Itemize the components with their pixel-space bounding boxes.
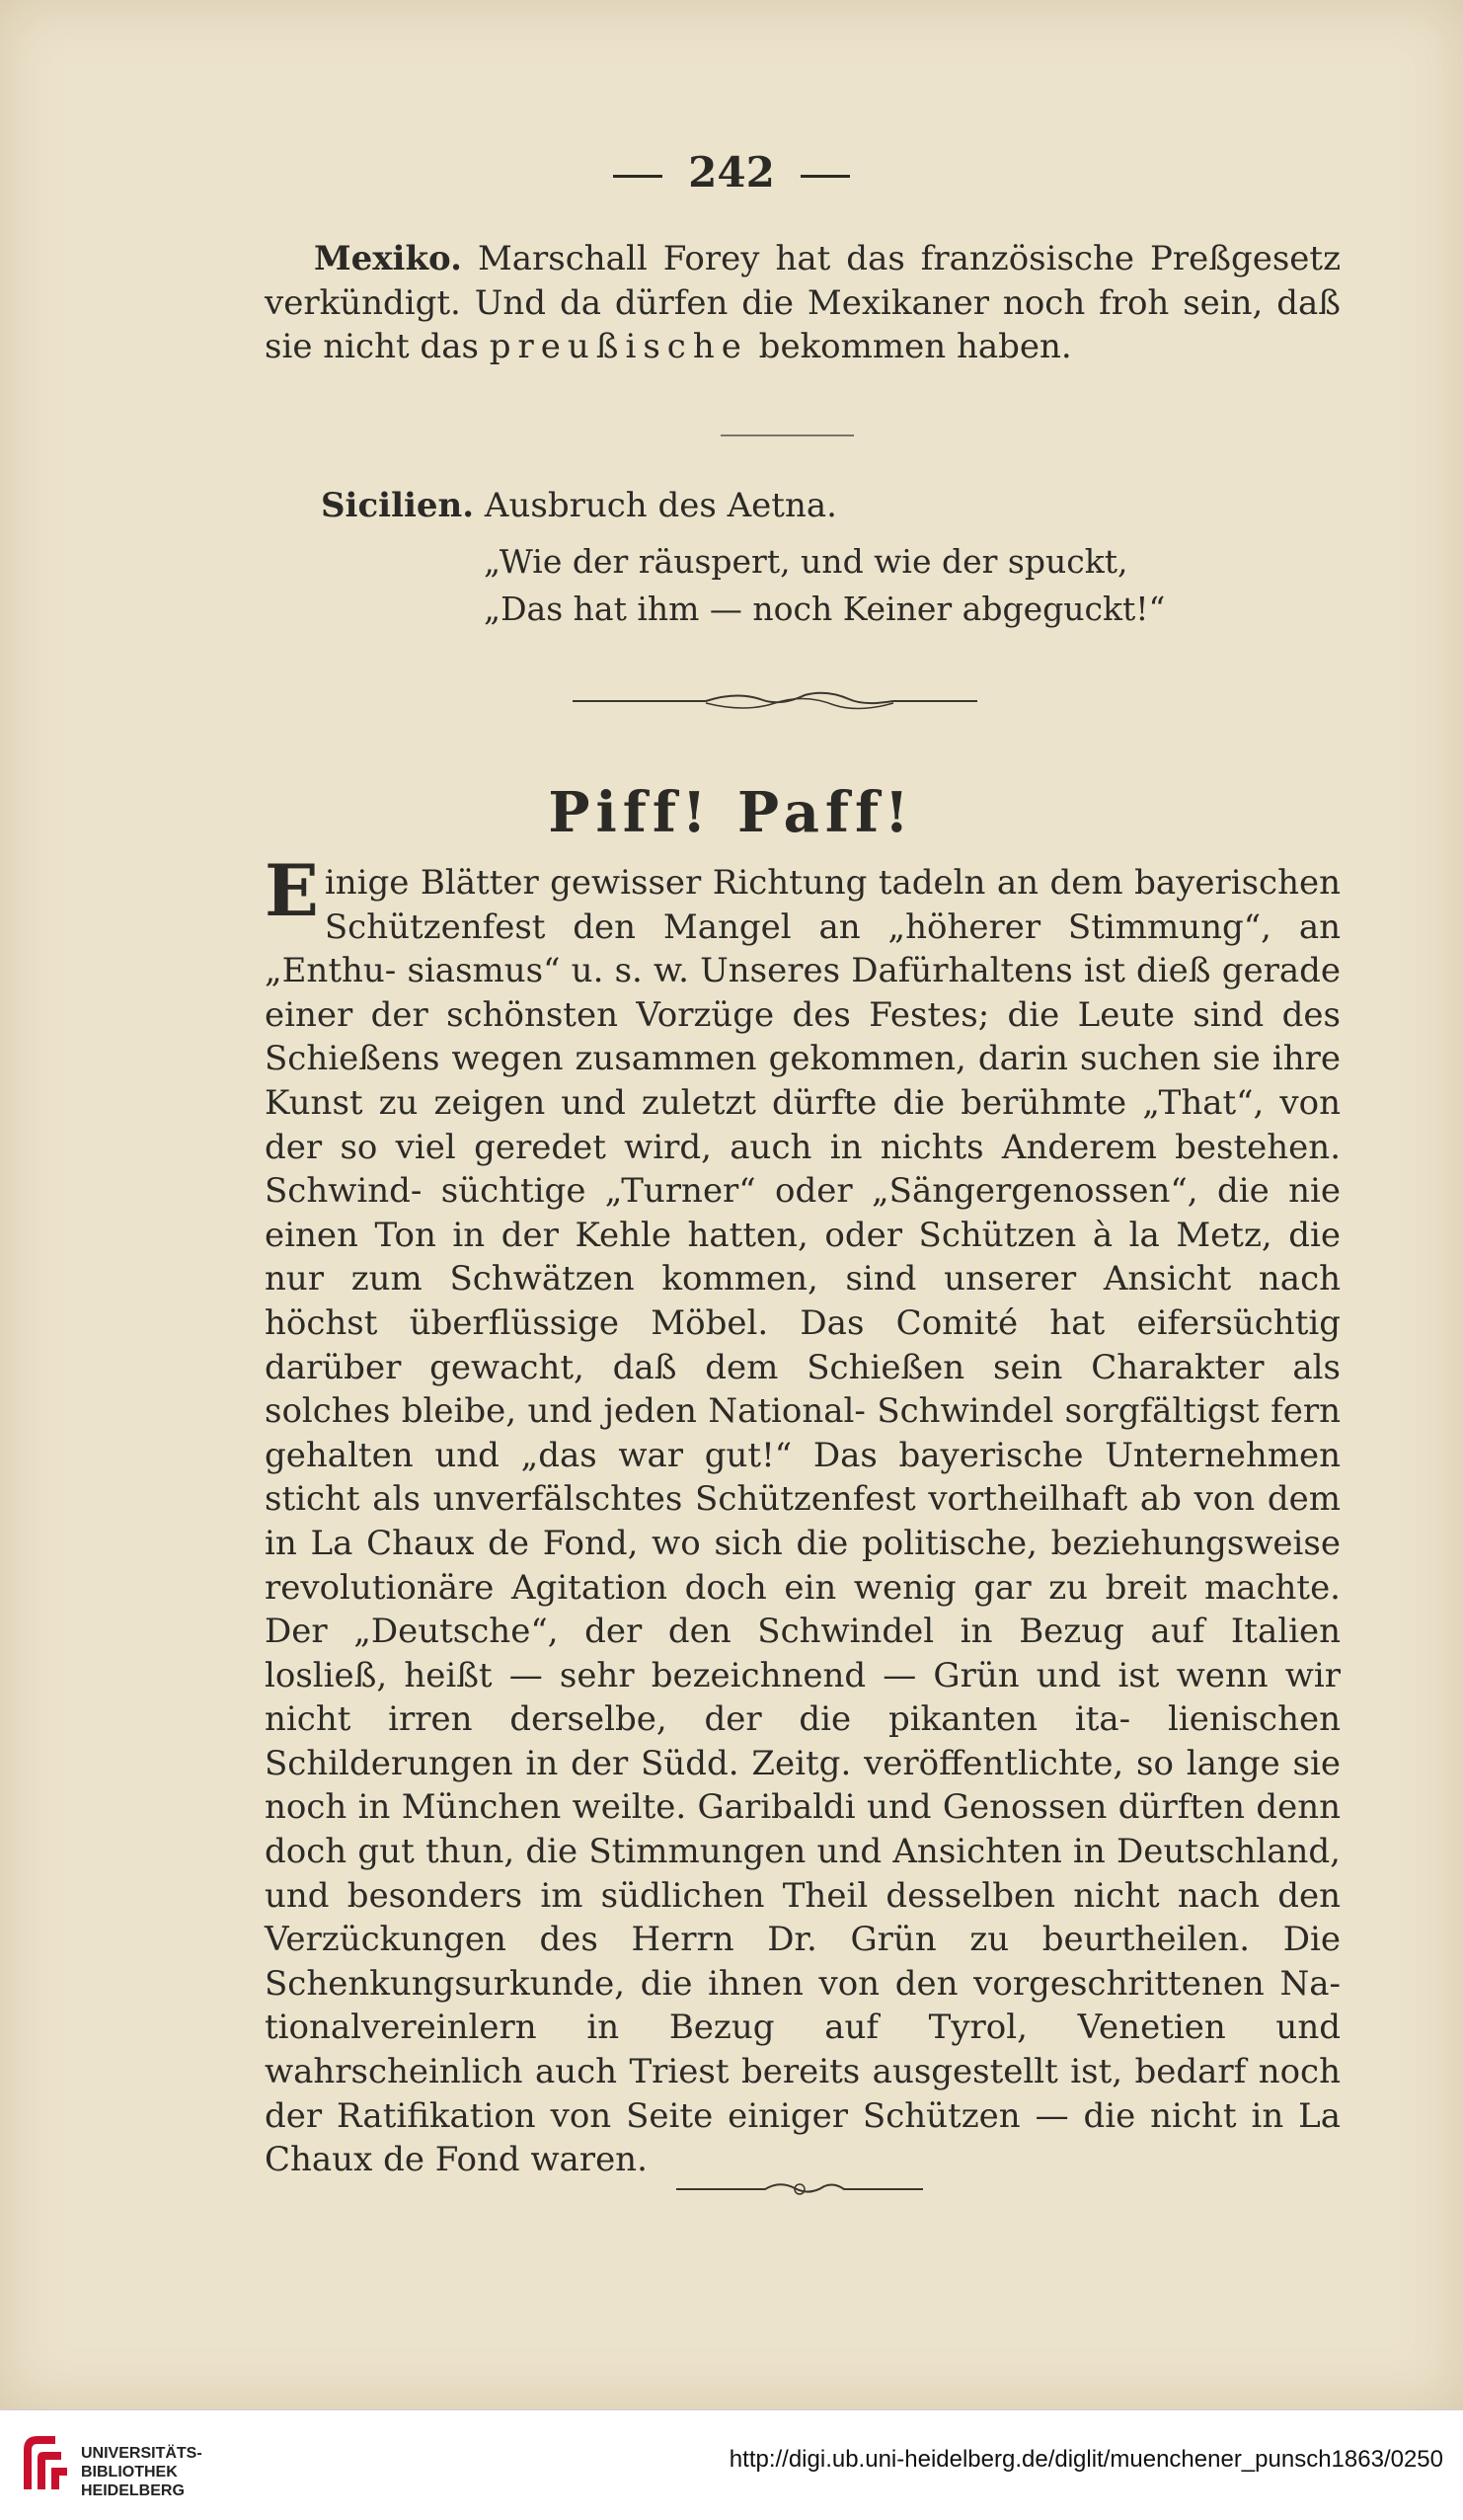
poem-line-2: „Das hat ihm — noch Keiner abgeguckt!“	[484, 590, 1166, 628]
sicilien-heading: Sicilien.	[321, 486, 475, 525]
article-line: Das bayerische Unternehmen sticht als unverfälschtes Schützenfest	[265, 1435, 1341, 1520]
article-line: der schönsten Vorzüge des Festes; die Leute sind des Schießens	[265, 994, 1341, 1079]
article-line: lange sie noch in München weilte. Garibaldi und Genossen	[265, 1743, 1342, 1828]
source-url-link[interactable]: http://digi.ub.uni-heidelberg.de/diglit/muenchener_punsch1863/0250	[729, 2446, 1443, 2473]
article-line: Die Schenkungsurkunde, die ihnen von den vorgeschrittenen Na-	[265, 1920, 1341, 2004]
article-last-line: waren.	[530, 2140, 648, 2180]
article-line: nach den Verzückungen des Herrn Dr. Grün zu beurtheilen.	[265, 1875, 1341, 1960]
article-line: Deutschland, und besonders im südlichen Theil desselben nicht	[265, 1832, 1341, 1916]
flourish-ornament	[568, 681, 982, 721]
page-number: 242	[0, 148, 1463, 197]
article-first-line: inige Blätter gewisser Richtung tadeln an dem bayerischen	[324, 863, 1341, 903]
article-line: lienischen Schilderungen in der Südd. Zeitg. veröffentlichte, so	[265, 1699, 1341, 1783]
article-line: Schützenfest den Mangel an „höherer Stimmung“, an „Enthu-	[265, 906, 1341, 991]
article-line: süchtige „Turner“ oder „Sängergenossen“, die nie einen Ton in	[265, 1171, 1341, 1255]
article-line: auch Triest bereits ausgestellt ist, bedarf noch der Ratifikation	[265, 2052, 1341, 2136]
sicilien-line	[321, 484, 1012, 528]
article-line: Schwindel sorgfältigst fern gehalten und „das war gut!“	[265, 1391, 1341, 1475]
mexiko-heading: Mexiko.	[314, 239, 462, 278]
university-library-logo-icon	[16, 2430, 73, 2493]
mexiko-line-1: Marschall Forey hat das französische Preßgesetz	[477, 239, 1342, 278]
library-footer	[0, 2409, 1463, 2520]
article-line: Schwätzen kommen, sind unserer Ansicht nach höchst überflüssige	[265, 1259, 1342, 1343]
sicilien-text: Ausbruch des Aetna.	[484, 486, 837, 525]
mexiko-line-2: verkündigt. Und da dürfen die Mexikaner noch froh sein, daß	[265, 282, 1341, 323]
short-divider	[721, 434, 854, 436]
article-line: Bezug auf Italien losließ, heißt — sehr bezeichnend — Grün	[265, 1612, 1341, 1695]
article-line: tionalvereinlern in Bezug auf Tyrol, Venetien und wahrscheinlich	[265, 2008, 1341, 2092]
mexiko-paragraph	[265, 237, 1341, 369]
library-name: UNIVERSITÄTS- BIBLIOTHEK HEIDELBERG	[81, 2445, 202, 2499]
mexiko-line-3-pre: sie nicht das	[265, 327, 490, 367]
poem-line-1: „Wie der räuspert, und wie der spuckt,	[484, 542, 1128, 581]
article-body	[265, 848, 1342, 2182]
article-line: und ist wenn wir nicht irren derselbe, der die pikanten ita-	[265, 1655, 1341, 1740]
dash-right	[801, 175, 850, 178]
article-line: dürften denn doch gut thun, die Stimmungen und Ansichten in	[265, 1787, 1341, 1872]
dash-left	[613, 175, 662, 178]
mexiko-spaced-word: preußische	[489, 327, 748, 367]
sicilien-poem	[484, 538, 1165, 633]
article-line: politische, beziehungsweise revolutionäre Agitation doch ein wenig	[265, 1523, 1341, 1608]
drop-cap: E	[265, 848, 319, 932]
mexiko-line-3-post: bekommen haben.	[747, 327, 1072, 367]
end-ornament	[671, 2174, 928, 2204]
article-line: siasmus“ u. s. w. Unseres Dafürhaltens ist dieß gerade einer	[265, 951, 1342, 1035]
article-line: zeigen und zuletzt dürfte die berühmte „That“, von der so viel	[265, 1082, 1341, 1167]
article-title: Piff! Paff!	[548, 780, 915, 845]
article-line: gar zu breit machte. Der „Deutsche“, der den Schwindel in	[265, 1567, 1341, 1652]
article-line: geredet wird, auch in nichts Anderem bestehen. Schwind-	[265, 1127, 1342, 1212]
article-line: von Seite einiger Schützen — die nicht in La Chaux de Fond	[265, 2095, 1341, 2180]
article-line: Möbel. Das Comité hat eifersüchtig darüber gewacht, daß dem	[265, 1302, 1342, 1387]
article-line: wegen zusammen gekommen, darin suchen sie ihre Kunst zu	[265, 1039, 1341, 1123]
article-line: der Kehle hatten, oder Schützen à la Metz, die nur zum	[265, 1215, 1342, 1299]
article-line: Schießen sein Charakter als solches bleibe, und jeden National-	[265, 1347, 1341, 1432]
article-line: vortheilhaft ab von dem in La Chaux de Fond, wo sich die	[265, 1479, 1341, 1563]
